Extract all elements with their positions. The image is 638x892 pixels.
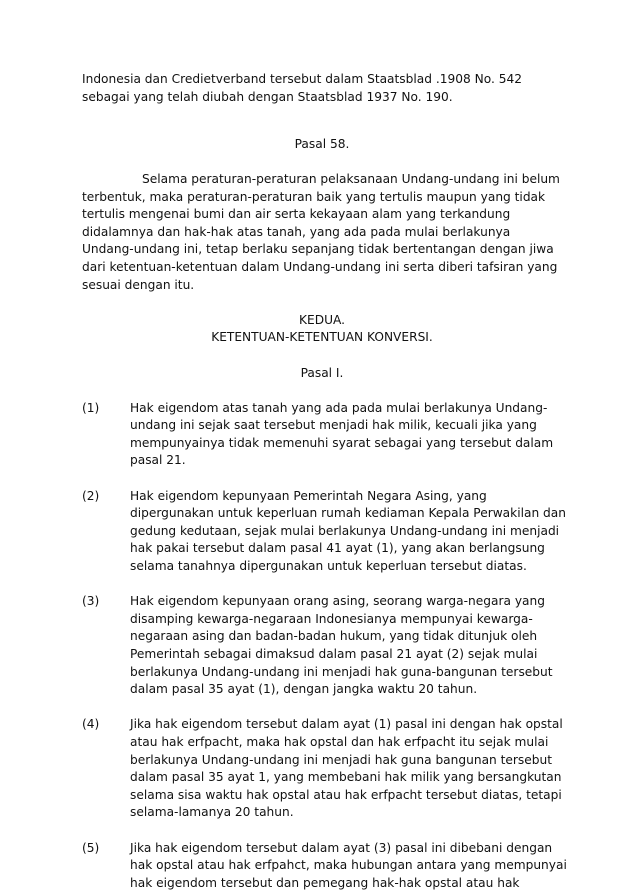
item-number: (3) [82, 594, 100, 609]
item-line: Pemerintah sebagai dimaksud dalam pasal 21 ayat (2) sejak mulai [130, 647, 538, 661]
item-line: hak eigendom tersebut dan pemegang hak-hak opstal atau hak [130, 875, 520, 890]
item-line: gedung kedutaan, sejak mulai berlakunya Undang-undang ini menjadi [130, 523, 560, 538]
paragraph-line: terbentuk, maka peraturan-peraturan baik yang tertulis maupun yang tidak [82, 189, 546, 204]
item-line: Hak eigendom atas tanah yang ada pada mulai berlakunya Undang- [130, 400, 548, 415]
paragraph-line: didalamnya dan hak-hak atas tanah, yang ada pada mulai berlakunya [82, 224, 511, 239]
item-number: (5) [82, 840, 100, 855]
intro-paragraph [82, 71, 562, 106]
paragraph-line: dari ketentuan-ketentuan dalam Undang-undang ini serta diberi tafsiran yang [82, 259, 558, 274]
article-item [82, 840, 567, 892]
article-item [82, 488, 566, 576]
article-item [82, 716, 562, 822]
item-line: disamping kewarga-negaraan Indonesianya mempunyai kewarga- [130, 611, 533, 626]
pasal-58-heading: Pasal 58. [294, 136, 350, 151]
item-line: dalam pasal 35 ayat 1, yang membebani hak milik yang bersangkutan [130, 770, 562, 785]
article-item [82, 400, 562, 470]
item-line: mempunyainya tidak memenuhi syarat sebagai yang tersebut dalam [130, 435, 554, 450]
intro-line: Indonesia dan Credietverband tersebut dalam Staatsblad .1908 No. 542 [82, 72, 522, 86]
item-line: Jika hak eigendom tersebut dalam ayat (1) pasal ini dengan hak opstal [130, 717, 563, 732]
item-line: selama-lamanya 20 tahun. [130, 805, 294, 820]
paragraph-line: Undang-undang ini, tetap berlaku sepanjang tidak bertentangan dengan jiwa [82, 242, 554, 257]
item-line: hak opstal atau hak erfpahct, maka hubungan antara yang mempunyai [130, 858, 567, 873]
item-line: hak pakai tersebut dalam pasal 41 ayat (1), yang akan berlangsung [130, 541, 545, 556]
pasal-1-heading: Pasal I. [300, 365, 344, 380]
item-line: berlakunya Undang-undang ini menjadi hak guna bangunan tersebut [130, 752, 553, 767]
pasal-58-paragraph [82, 171, 562, 294]
spacer [82, 576, 562, 594]
article-item [82, 593, 562, 699]
paragraph-line: Selama peraturan-peraturan pelaksanaan Undang-undang ini belum [142, 171, 560, 186]
item-line: atau hak erfpacht, maka hak opstal dan hak erfpacht itu sejak mulai [130, 734, 549, 749]
spacer [82, 470, 562, 488]
spacer [82, 124, 562, 136]
item-line: selama sisa waktu hak opstal atau hak erfpacht tersebut diatas, tetapi [130, 787, 562, 802]
spacer [82, 699, 562, 717]
spacer [82, 106, 562, 124]
item-line: undang ini sejak saat tersebut menjadi hak milik, kecuali jika yang [130, 418, 537, 433]
item-number: (1) [82, 400, 100, 415]
paragraph-line: sesuai dengan itu. [82, 277, 195, 292]
intro-line: sebagai yang telah diubah dengan Staatsblad 1937 No. 190. [82, 89, 453, 104]
spacer [82, 294, 562, 312]
part-subtitle: KETENTUAN-KETENTUAN KONVERSI. [211, 330, 433, 345]
item-line: pasal 21. [130, 453, 186, 468]
spacer [82, 153, 562, 171]
item-number: (2) [82, 488, 100, 503]
paragraph-line: tertulis mengenai bumi dan air serta kekayaan alam yang terkandung [82, 207, 511, 222]
item-line: berlakunya Undang-undang ini menjadi hak guna-bangunan tersebut [130, 664, 553, 679]
part-title: KEDUA. [299, 312, 345, 327]
document-page [82, 71, 567, 892]
spacer [82, 822, 562, 840]
spacer [82, 347, 562, 365]
item-line: negaraan asing dan badan-badan hukum, yang tidak ditunjuk oleh [130, 629, 538, 644]
item-number: (4) [82, 717, 100, 732]
item-line: dalam pasal 35 ayat (1), dengan jangka waktu 20 tahun. [130, 682, 478, 697]
spacer [82, 382, 562, 400]
item-line: Hak eigendom kepunyaan orang asing, seorang warga-negara yang [130, 594, 545, 609]
item-line: selama tanahnya dipergunakan untuk keperluan tersebut diatas. [130, 559, 527, 574]
item-line: dipergunakan untuk keperluan rumah kediaman Kepala Perwakilan dan [130, 506, 566, 521]
item-line: Jika hak eigendom tersebut dalam ayat (3) pasal ini dibebani dengan [130, 840, 553, 855]
item-line: Hak eigendom kepunyaan Pemerintah Negara Asing, yang [130, 488, 487, 503]
